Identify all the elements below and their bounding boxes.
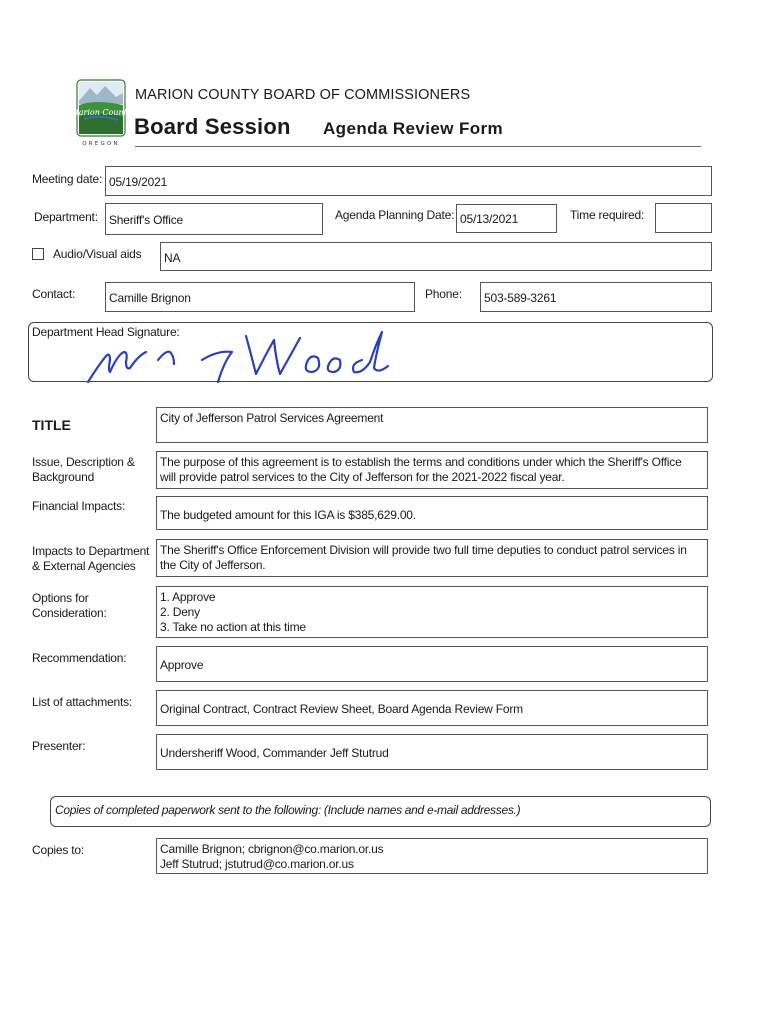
financial-impacts-label: Financial Impacts: xyxy=(32,499,126,513)
signature-label: Department Head Signature: xyxy=(32,325,180,339)
options-field[interactable] xyxy=(156,586,708,638)
copies-to-value: Camille Brignon; cbrignon@co.marion.or.us Jeff Stutrud; jstutrud@co.marion.or.us xyxy=(160,842,384,871)
form-title-main: Board Session xyxy=(134,114,291,139)
logo-state: OREGON xyxy=(82,141,120,147)
agenda-planning-date-field[interactable] xyxy=(456,204,557,233)
title-label: TITLE xyxy=(32,417,71,433)
presenter-label: Presenter: xyxy=(32,739,86,753)
meeting-date-field[interactable] xyxy=(105,166,712,196)
meeting-date-value: 05/19/2021 xyxy=(109,175,168,189)
copies-instructions-text: Copies of completed paperwork sent to the following: (Include names and e-mail addresses.) xyxy=(55,803,521,817)
impacts-field[interactable] xyxy=(156,539,708,577)
org-name: MARION COUNTY BOARD OF COMMISSIONERS xyxy=(135,87,471,103)
recommendation-label: Recommendation: xyxy=(32,651,127,665)
issue-label: Issue, Description & Background xyxy=(32,455,135,484)
time-required-label: Time required: xyxy=(570,208,645,222)
phone-label: Phone: xyxy=(425,287,462,301)
audio-visual-field[interactable] xyxy=(160,242,712,271)
impacts-value: The Sheriff's Office Enforcement Division will provide two full time deputies to conduct patrol services in the City of Jefferson. xyxy=(160,543,687,572)
meeting-date-label: Meeting date: xyxy=(32,172,103,186)
copies-to-label: Copies to: xyxy=(32,843,85,857)
recommendation-field[interactable] xyxy=(156,646,708,682)
attachments-label: List of attachments: xyxy=(32,695,133,709)
time-required-value xyxy=(656,204,711,210)
department-label: Department: xyxy=(34,210,98,224)
contact-label: Contact: xyxy=(32,287,76,301)
issue-value: The purpose of this agreement is to establish the terms and conditions under which the Sheriff's Office will provide patrol services to the City of Jefferson for the 2021-2022 fiscal year. xyxy=(160,455,682,484)
form-title-sub: Agenda Review Form xyxy=(323,119,504,138)
copies-to-field[interactable] xyxy=(156,838,708,874)
marion-county-logo xyxy=(70,79,132,148)
title-value: City of Jefferson Patrol Services Agreement xyxy=(160,411,384,425)
header-divider xyxy=(135,146,701,147)
financial-impacts-value: The budgeted amount for this IGA is $385,629.00. xyxy=(160,508,416,522)
department-value: Sheriff's Office xyxy=(109,213,184,227)
phone-field[interactable] xyxy=(480,282,712,312)
copies-instructions-banner xyxy=(50,796,711,827)
audio-visual-checkbox[interactable] xyxy=(32,248,44,260)
contact-value: Camille Brignon xyxy=(109,291,191,305)
attachments-field[interactable] xyxy=(156,690,708,726)
handwritten-signature xyxy=(84,330,394,386)
issue-field[interactable] xyxy=(156,451,708,489)
options-label: Options for Consideration: xyxy=(32,591,107,620)
audio-visual-value: NA xyxy=(164,251,181,265)
agenda-planning-date-value: 05/13/2021 xyxy=(460,212,519,226)
logo-lettering: Marion County xyxy=(70,108,132,117)
financial-impacts-field[interactable] xyxy=(156,496,708,530)
title-field[interactable] xyxy=(156,407,708,443)
contact-field[interactable] xyxy=(105,282,415,312)
audio-visual-label: Audio/Visual aids xyxy=(53,247,142,261)
time-required-field[interactable] xyxy=(655,203,712,233)
options-value: 1. Approve 2. Deny 3. Take no action at this time xyxy=(160,590,306,634)
presenter-field[interactable] xyxy=(156,734,708,770)
department-field[interactable] xyxy=(105,203,323,235)
agenda-planning-date-label: Agenda Planning Date: xyxy=(335,208,455,222)
attachments-value: Original Contract, Contract Review Sheet, Board Agenda Review Form xyxy=(160,702,523,716)
impacts-label: Impacts to Department & External Agencies xyxy=(32,544,150,573)
recommendation-value: Approve xyxy=(160,658,204,672)
presenter-value: Undersheriff Wood, Commander Jeff Stutrud xyxy=(160,746,389,760)
phone-value: 503-589-3261 xyxy=(484,291,557,305)
